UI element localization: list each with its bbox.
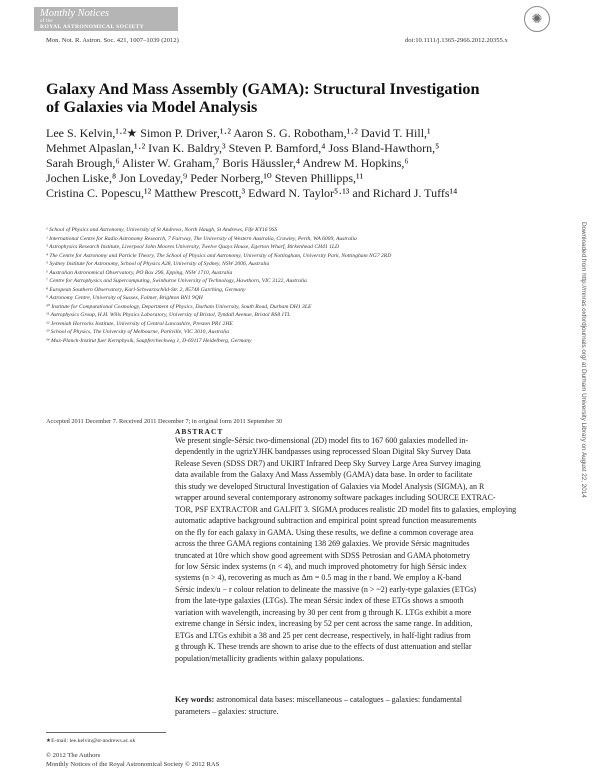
abstract-line: ETGs and LTGs exhibit a 38 and 25 per cent decrease, respectively, in half-light radius from — [175, 630, 471, 640]
copyright-society: Monthly Notices of the Royal Astronomical Society © 2012 RAS — [46, 761, 220, 768]
author-line: Mehmet Alpaslan,¹·² Ivan K. Baldry,³ Steven P. Bamford,⁴ Joss Bland-Hawthorn,⁵ — [46, 141, 440, 155]
abstract-line: data available from the Galaxy And Mass Assembly (GAMA) data base. In order to facilitate — [175, 470, 473, 480]
abstract-line: We present single-Sérsic two-dimensional (2D) model fits to 167 600 galaxies modelled in- — [175, 436, 469, 445]
author-line: Lee S. Kelvin,¹·²★ Simon P. Driver,¹·² Aaron S. G. Robotham,¹·² David T. Hill,¹ — [46, 126, 431, 140]
keywords-line — [175, 694, 565, 706]
affiliation: ¹⁴ Max-Planck-Institut fuer Kernphysik, Saupfercheckweg 1, D-69117 Heidelberg, Germany — [46, 337, 252, 344]
affiliation: ⁸ European Southern Observatory, Karl-Schwarzschild-Str. 2, 85748 Garching, Germany — [46, 286, 246, 293]
abstract-line: extreme change in Sérsic index, increasing by 52 per cent across the same range. In addition, — [175, 619, 473, 629]
title-line: Galaxy And Mass Assembly (GAMA): Structural Investigation — [46, 80, 480, 98]
title-line: of Galaxies via Model Analysis — [46, 98, 258, 116]
keywords — [175, 694, 565, 717]
abstract-line: truncated at 10re which show good agreement with SDSS Petrosian and GAMA photometry — [175, 550, 471, 560]
email-footnote[interactable]: ★E-mail: lee.kelvin@st-andrews.ac.uk — [46, 738, 136, 744]
abstract-line: automatic adaptive background subtraction and empirical point spread function measurements — [175, 516, 477, 526]
abstract-line: variation with wavelength, increasing by 30 per cent from g through K. LTGs exhibit a more — [175, 607, 472, 617]
affiliation: ⁶ Australian Astronomical Observatory, PO Box 296, Epping, NSW 1710, Australia — [46, 269, 233, 276]
abstract-line: g through K. These trends are shown to arise due to the effects of dust attenuation and stellar — [175, 642, 472, 652]
abstract-line: this study we developed Structural Investigation of Galaxies via Model Analysis (SIGMA), an R — [175, 481, 485, 491]
abstract-line: population/metallicity gradients within galaxy populations. — [175, 653, 365, 663]
abstract-line: wrapper around several contemporary astronomy software packages including SOURCE EXTRAC- — [175, 493, 496, 503]
affiliation: ³ Astrophysics Research Institute, Liverpool John Moores University, Twelve Quays House, Egerton Wharf, Birkenhead CH41 1LD — [46, 244, 340, 250]
abstract-line: for low Sérsic index systems (n < 4), and much improved photometry for high Sérsic index — [175, 561, 467, 571]
download-sidebar[interactable]: Downloaded from http://mnras.oxfordjournals.org/ at Durham University Library on August 22, 2014 — [580, 222, 587, 498]
abstract-line: dependently in the ugrizYJHK bandpasses using reprocessed Sloan Digital Sky Survey Data — [175, 447, 471, 457]
keywords-line: parameters – galaxies: structure. — [175, 706, 279, 716]
logo-line-3: ROYAL ASTRONOMICAL SOCIETY — [40, 24, 145, 30]
abstract-line: Release Seven (SDSS DR7) and UKIRT Infrared Deep Sky Survey Large Area Survey imaging — [175, 458, 481, 468]
affiliation: ¹² Jeremiah Horrocks Institute, University of Central Lancashire, Preston PR1 2HE — [46, 320, 233, 327]
logo-line-2: of the — [40, 19, 53, 24]
author-line: Cristina C. Popescu,¹² Matthew Prescott,³ Edward N. Taylor⁵·¹³ and Richard J. Tuffs¹⁴ — [46, 186, 458, 200]
keywords-text: astronomical data bases: miscellaneous – catalogues – galaxies: fundamental — [216, 695, 463, 704]
journal-logo — [34, 7, 178, 31]
affiliation: ⁵ Sydney Institute for Astronomy, School of Physics A28, University of Sydney, NSW 2006, Australia — [46, 261, 270, 267]
journal-citation: Mon. Not. R. Astron. Soc. 421, 1007–1039 (2012) — [46, 37, 179, 44]
affiliation: ¹¹ Astrophysics Group, H.H. Wills Physics Laboratory, University of Bristol, Tyndall Avenue, Bristol BS8 1TL — [46, 312, 291, 318]
society-seal-icon: ✺ — [524, 6, 550, 32]
keywords-label: Key words: — [175, 695, 215, 704]
author-line: Sarah Brough,⁶ Alister W. Graham,⁷ Boris Häussler,⁴ Andrew M. Hopkins,⁶ — [46, 156, 409, 170]
abstract-line: across the three GAMA regions containing 138 269 galaxies. We provide Sérsic magnitudes — [175, 539, 470, 549]
affiliation: ¹ School of Physics and Astronomy, University of St Andrews, North Haugh, St Andrews, Fife KY16 9SS — [46, 227, 278, 233]
affiliation: ⁹ Astronomy Centre, University of Sussex, Falmer, Brighton BN1 9QH — [46, 295, 203, 301]
author-line: Jochen Liske,⁸ Jon Loveday,⁹ Peder Norberg,¹⁰ Steven Phillipps,¹¹ — [46, 171, 364, 185]
logo-line-1: Monthly Notices — [40, 8, 110, 19]
abstract-heading: ABSTRACT — [175, 427, 224, 436]
paper-title — [46, 80, 526, 116]
affiliation: ⁷ Centre for Astrophysics and Supercomputing, Swinburne University of Technology, Hawthorn, VIC 3122, Australia — [46, 278, 307, 284]
affiliation: ¹³ School of Physics, The University of Melbourne, Parkville, VIC 3010, Australia — [46, 329, 230, 335]
copyright-authors: © 2012 The Authors — [46, 752, 101, 759]
abstract-text — [175, 435, 565, 664]
abstract-line: systems (n > 4), recovering as much as Δm = 0.5 mag in the r band. We employ a K-band — [175, 573, 462, 583]
author-list — [46, 126, 566, 201]
affiliation-list — [46, 226, 546, 345]
footnote-rule — [46, 732, 166, 733]
accepted-dates: Accepted 2011 December 7. Received 2011 December 7; in original form 2011 September 30 — [46, 418, 283, 425]
abstract-line: from the late-type galaxies (LTGs). The mean Sérsic index of these ETGs shows a smooth — [175, 596, 464, 606]
affiliation: ⁴ The Centre for Astronomy and Particle Theory, The School of Physics and Astronomy, University of Nottingham, University Park, Nottingham NG7 2RD — [46, 252, 392, 259]
abstract-line: on the fly for each galaxy in GAMA. Using these results, we define a common coverage area — [175, 527, 474, 537]
abstract-line: TOR, PSF EXTRACTOR and GALFIT 3. SIGMA produces realistic 2D model fits to galaxies, employing — [175, 504, 517, 514]
doi-link[interactable]: doi:10.1111/j.1365-2966.2012.20355.x — [405, 37, 508, 44]
affiliation: ¹⁰ Institute for Computational Cosmology, Department of Physics, Durham University, South Road, Durham DH1 3LE — [46, 303, 312, 310]
affiliation: ² International Centre for Radio Astronomy Research, 7 Fairway, The University of Western Australia, Crawley, Perth, WA 6009, Australia — [46, 235, 357, 242]
abstract-line: Sérsic index/u − r colour relation to delineate the massive (n > ~2) early-type galaxies (ETGs) — [175, 584, 477, 594]
